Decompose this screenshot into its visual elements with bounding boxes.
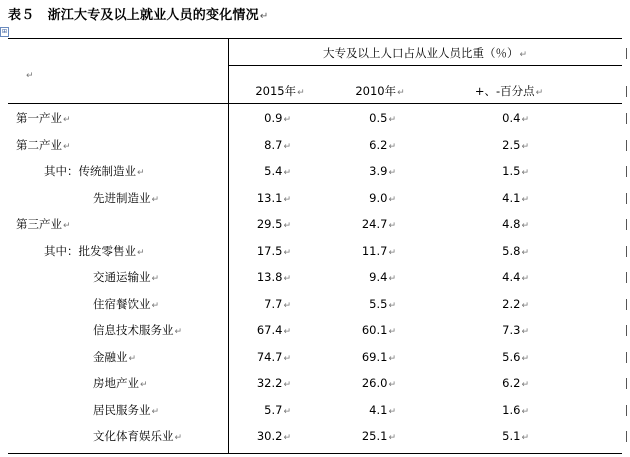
paragraph-mark-icon: ↵ <box>151 407 160 417</box>
row-end-marker <box>626 140 627 151</box>
cell-2015 <box>221 323 291 339</box>
row-end-marker <box>626 299 627 310</box>
paragraph-mark-icon: ↵ <box>283 327 291 337</box>
cell-2015 <box>221 297 291 313</box>
cell-2015 <box>221 403 291 419</box>
paragraph-mark-icon: ↵ <box>388 354 396 364</box>
stub-header-empty-mark: ↵ <box>26 71 34 81</box>
row-label <box>16 217 71 233</box>
cell-diff <box>459 270 529 286</box>
cell-2010 <box>326 111 396 127</box>
paragraph-mark-icon: ↵ <box>137 168 145 178</box>
paragraph-mark-icon: ↵ <box>388 142 396 152</box>
row-end-marker <box>626 48 627 59</box>
cell-value: 8.7 <box>264 138 283 152</box>
cell-2010 <box>326 164 396 180</box>
paragraph-mark-icon: ↵ <box>521 168 529 178</box>
paragraph-mark-icon: ↵ <box>283 301 291 311</box>
paragraph-mark-icon: ↵ <box>283 115 291 125</box>
paragraph-mark-icon: ↵ <box>521 380 529 390</box>
cell-value: 0.9 <box>264 111 283 125</box>
cell-value: 11.7 <box>361 244 388 258</box>
paragraph-mark-icon: ↵ <box>521 195 529 205</box>
row-label-text: 交通运输业 <box>93 270 151 284</box>
cell-2010 <box>326 191 396 207</box>
cell-value: 2.2 <box>502 297 521 311</box>
row-label <box>44 244 145 260</box>
row-end-marker <box>626 272 627 283</box>
paragraph-mark-icon: ↵ <box>283 195 291 205</box>
cell-value: 0.5 <box>369 111 388 125</box>
paragraph-mark-icon: ↵ <box>521 248 529 258</box>
cell-2010 <box>326 376 396 392</box>
row-end-marker <box>626 246 627 257</box>
row-label-text: 其中：批发零售业 <box>44 244 136 258</box>
cell-value: 5.4 <box>264 164 283 178</box>
cell-value: 30.2 <box>256 429 283 443</box>
cell-2015 <box>221 376 291 392</box>
cell-2010 <box>326 429 396 445</box>
cell-2015 <box>221 244 291 260</box>
paragraph-mark-icon: ↵ <box>63 115 71 125</box>
row-end-marker <box>626 193 627 204</box>
cell-diff <box>459 244 529 260</box>
cell-value: 5.6 <box>502 350 521 364</box>
row-end-marker <box>626 86 627 97</box>
row-end-marker <box>626 325 627 336</box>
header-bottom-rule <box>8 103 622 104</box>
row-label <box>93 297 159 313</box>
row-label <box>93 191 159 207</box>
cell-2010 <box>326 270 396 286</box>
paragraph-mark-icon: ↵ <box>63 221 71 231</box>
cell-2010 <box>326 217 396 233</box>
cell-diff <box>459 191 529 207</box>
paragraph-mark-icon: ↵ <box>174 327 183 337</box>
cell-value: 2.5 <box>502 138 521 152</box>
cell-2015 <box>221 429 291 445</box>
cell-value: 7.3 <box>502 323 521 337</box>
cell-2010 <box>326 244 396 260</box>
paragraph-mark-icon: ↵ <box>283 433 291 443</box>
paragraph-mark-icon: ↵ <box>388 301 396 311</box>
paragraph-mark-icon: ↵ <box>521 301 529 311</box>
column-header-diff: +、-百分点↵ <box>474 84 544 98</box>
cell-value: 74.7 <box>256 350 283 364</box>
cell-value: 13.1 <box>256 191 283 205</box>
row-end-marker <box>626 405 627 416</box>
cell-value: 17.5 <box>256 244 283 258</box>
cell-value: 3.9 <box>369 164 388 178</box>
paragraph-mark-icon: ↵ <box>388 327 396 337</box>
cell-2015 <box>221 217 291 233</box>
paragraph-mark-icon: ↵ <box>521 354 529 364</box>
paragraph-mark-icon: ↵ <box>140 380 148 390</box>
cell-value: 69.1 <box>361 350 388 364</box>
row-label-text: 金融业 <box>93 350 128 364</box>
row-label <box>16 138 71 154</box>
row-end-marker <box>626 166 627 177</box>
paragraph-mark-icon: ↵ <box>388 115 396 125</box>
paragraph-mark-icon: ↵ <box>521 142 529 152</box>
paragraph-mark-icon: ↵ <box>151 274 160 284</box>
paragraph-mark-icon: ↵ <box>128 354 137 364</box>
row-label <box>16 111 71 127</box>
cell-2015 <box>221 191 291 207</box>
paragraph-mark-icon: ↵ <box>283 248 291 258</box>
paragraph-mark-icon: ↵ <box>521 115 529 125</box>
cell-value: 4.1 <box>369 403 388 417</box>
header-span-label: 大专及以上人口占从业人员比重（％）↵ <box>322 46 528 60</box>
paragraph-mark-icon: ↵ <box>283 354 291 364</box>
row-label <box>93 323 182 339</box>
paragraph-mark-icon: ↵ <box>388 168 396 178</box>
cell-diff <box>459 323 529 339</box>
paragraph-mark-icon: ↵ <box>283 168 291 178</box>
cell-value: 6.2 <box>502 376 521 390</box>
cell-diff <box>459 138 529 154</box>
cell-value: 1.5 <box>502 164 521 178</box>
cell-diff <box>459 403 529 419</box>
paragraph-mark-icon: ↵ <box>388 195 396 205</box>
cell-2015 <box>221 111 291 127</box>
cell-value: 0.4 <box>502 111 521 125</box>
cell-2015 <box>221 270 291 286</box>
cell-value: 67.4 <box>256 323 283 337</box>
paragraph-mark-icon: ↵ <box>283 142 291 152</box>
row-label-text: 房地产业 <box>93 376 139 390</box>
cell-2010 <box>326 350 396 366</box>
row-end-marker <box>626 113 627 124</box>
cell-value: 9.0 <box>369 191 388 205</box>
paragraph-mark-icon: ↵ <box>259 11 269 22</box>
cell-value: 5.7 <box>264 403 283 417</box>
header-sub-rule <box>228 65 622 66</box>
cell-2010 <box>326 403 396 419</box>
paragraph-mark-icon: ↵ <box>283 380 291 390</box>
cell-value: 4.8 <box>502 217 521 231</box>
paragraph-mark-icon: ↵ <box>151 195 160 205</box>
row-label-text: 居民服务业 <box>93 403 151 417</box>
row-label-text: 第二产业 <box>16 138 62 152</box>
row-end-marker <box>626 431 627 442</box>
row-end-marker <box>626 219 627 230</box>
cell-value: 5.5 <box>369 297 388 311</box>
table-title <box>8 4 268 23</box>
cell-diff <box>459 217 529 233</box>
paragraph-mark-icon: ↵ <box>521 327 529 337</box>
cell-2015 <box>221 138 291 154</box>
table-move-handle-icon[interactable]: ⊞ <box>1 28 8 35</box>
cell-2015 <box>221 164 291 180</box>
row-label-text: 第一产业 <box>16 111 62 125</box>
table-title-text: 表５ 浙江大专及以上就业人员的变化情况 <box>8 8 259 23</box>
cell-2015 <box>221 350 291 366</box>
row-label <box>93 270 159 286</box>
row-label <box>93 376 148 392</box>
row-label <box>93 403 159 419</box>
cell-value: 5.8 <box>502 244 521 258</box>
cell-diff <box>459 350 529 366</box>
cell-value: 24.7 <box>361 217 388 231</box>
paragraph-mark-icon: ↵ <box>283 407 291 417</box>
row-label-text: 第三产业 <box>16 217 62 231</box>
paragraph-mark-icon: ↵ <box>283 274 291 284</box>
cell-value: 4.4 <box>502 270 521 284</box>
cell-diff <box>459 111 529 127</box>
row-end-marker <box>626 352 627 363</box>
paragraph-mark-icon: ↵ <box>63 142 71 152</box>
column-header-2010: 2010年↵ <box>355 84 405 98</box>
row-label <box>93 350 136 366</box>
cell-diff <box>459 376 529 392</box>
row-label-text: 信息技术服务业 <box>93 323 174 337</box>
cell-diff <box>459 164 529 180</box>
cell-2010 <box>326 138 396 154</box>
cell-value: 26.0 <box>361 376 388 390</box>
table-bottom-rule <box>8 453 622 454</box>
paragraph-mark-icon: ↵ <box>521 433 529 443</box>
paragraph-mark-icon: ↵ <box>388 380 396 390</box>
cell-value: 7.7 <box>264 297 283 311</box>
paragraph-mark-icon: ↵ <box>388 221 396 231</box>
row-label <box>93 429 182 445</box>
row-label-text: 文化体育娱乐业 <box>93 429 174 443</box>
cell-value: 32.2 <box>256 376 283 390</box>
paragraph-mark-icon: ↵ <box>521 221 529 231</box>
cell-diff <box>459 297 529 313</box>
paragraph-mark-icon: ↵ <box>388 433 396 443</box>
row-label-text: 住宿餐饮业 <box>93 297 151 311</box>
row-label-text: 先进制造业 <box>93 191 151 205</box>
cell-value: 6.2 <box>369 138 388 152</box>
cell-value: 9.4 <box>369 270 388 284</box>
paragraph-mark-icon: ↵ <box>151 301 160 311</box>
paragraph-mark-icon: ↵ <box>521 274 529 284</box>
paragraph-mark-icon: ↵ <box>137 248 145 258</box>
column-header-2015: 2015年↵ <box>255 84 305 98</box>
table-top-rule <box>8 38 622 39</box>
cell-2010 <box>326 297 396 313</box>
cell-diff <box>459 429 529 445</box>
row-label-text: 其中：传统制造业 <box>44 164 136 178</box>
cell-value: 1.6 <box>502 403 521 417</box>
row-end-marker <box>626 378 627 389</box>
paragraph-mark-icon: ↵ <box>388 274 396 284</box>
paragraph-mark-icon: ↵ <box>388 248 396 258</box>
cell-value: 5.1 <box>502 429 521 443</box>
cell-value: 13.8 <box>256 270 283 284</box>
cell-2010 <box>326 323 396 339</box>
row-label <box>44 164 145 180</box>
paragraph-mark-icon: ↵ <box>521 407 529 417</box>
cell-value: 60.1 <box>361 323 388 337</box>
cell-value: 25.1 <box>361 429 388 443</box>
paragraph-mark-icon: ↵ <box>174 433 183 443</box>
paragraph-mark-icon: ↵ <box>388 407 396 417</box>
cell-value: 29.5 <box>256 217 283 231</box>
cell-value: 4.1 <box>502 191 521 205</box>
paragraph-mark-icon: ↵ <box>283 221 291 231</box>
